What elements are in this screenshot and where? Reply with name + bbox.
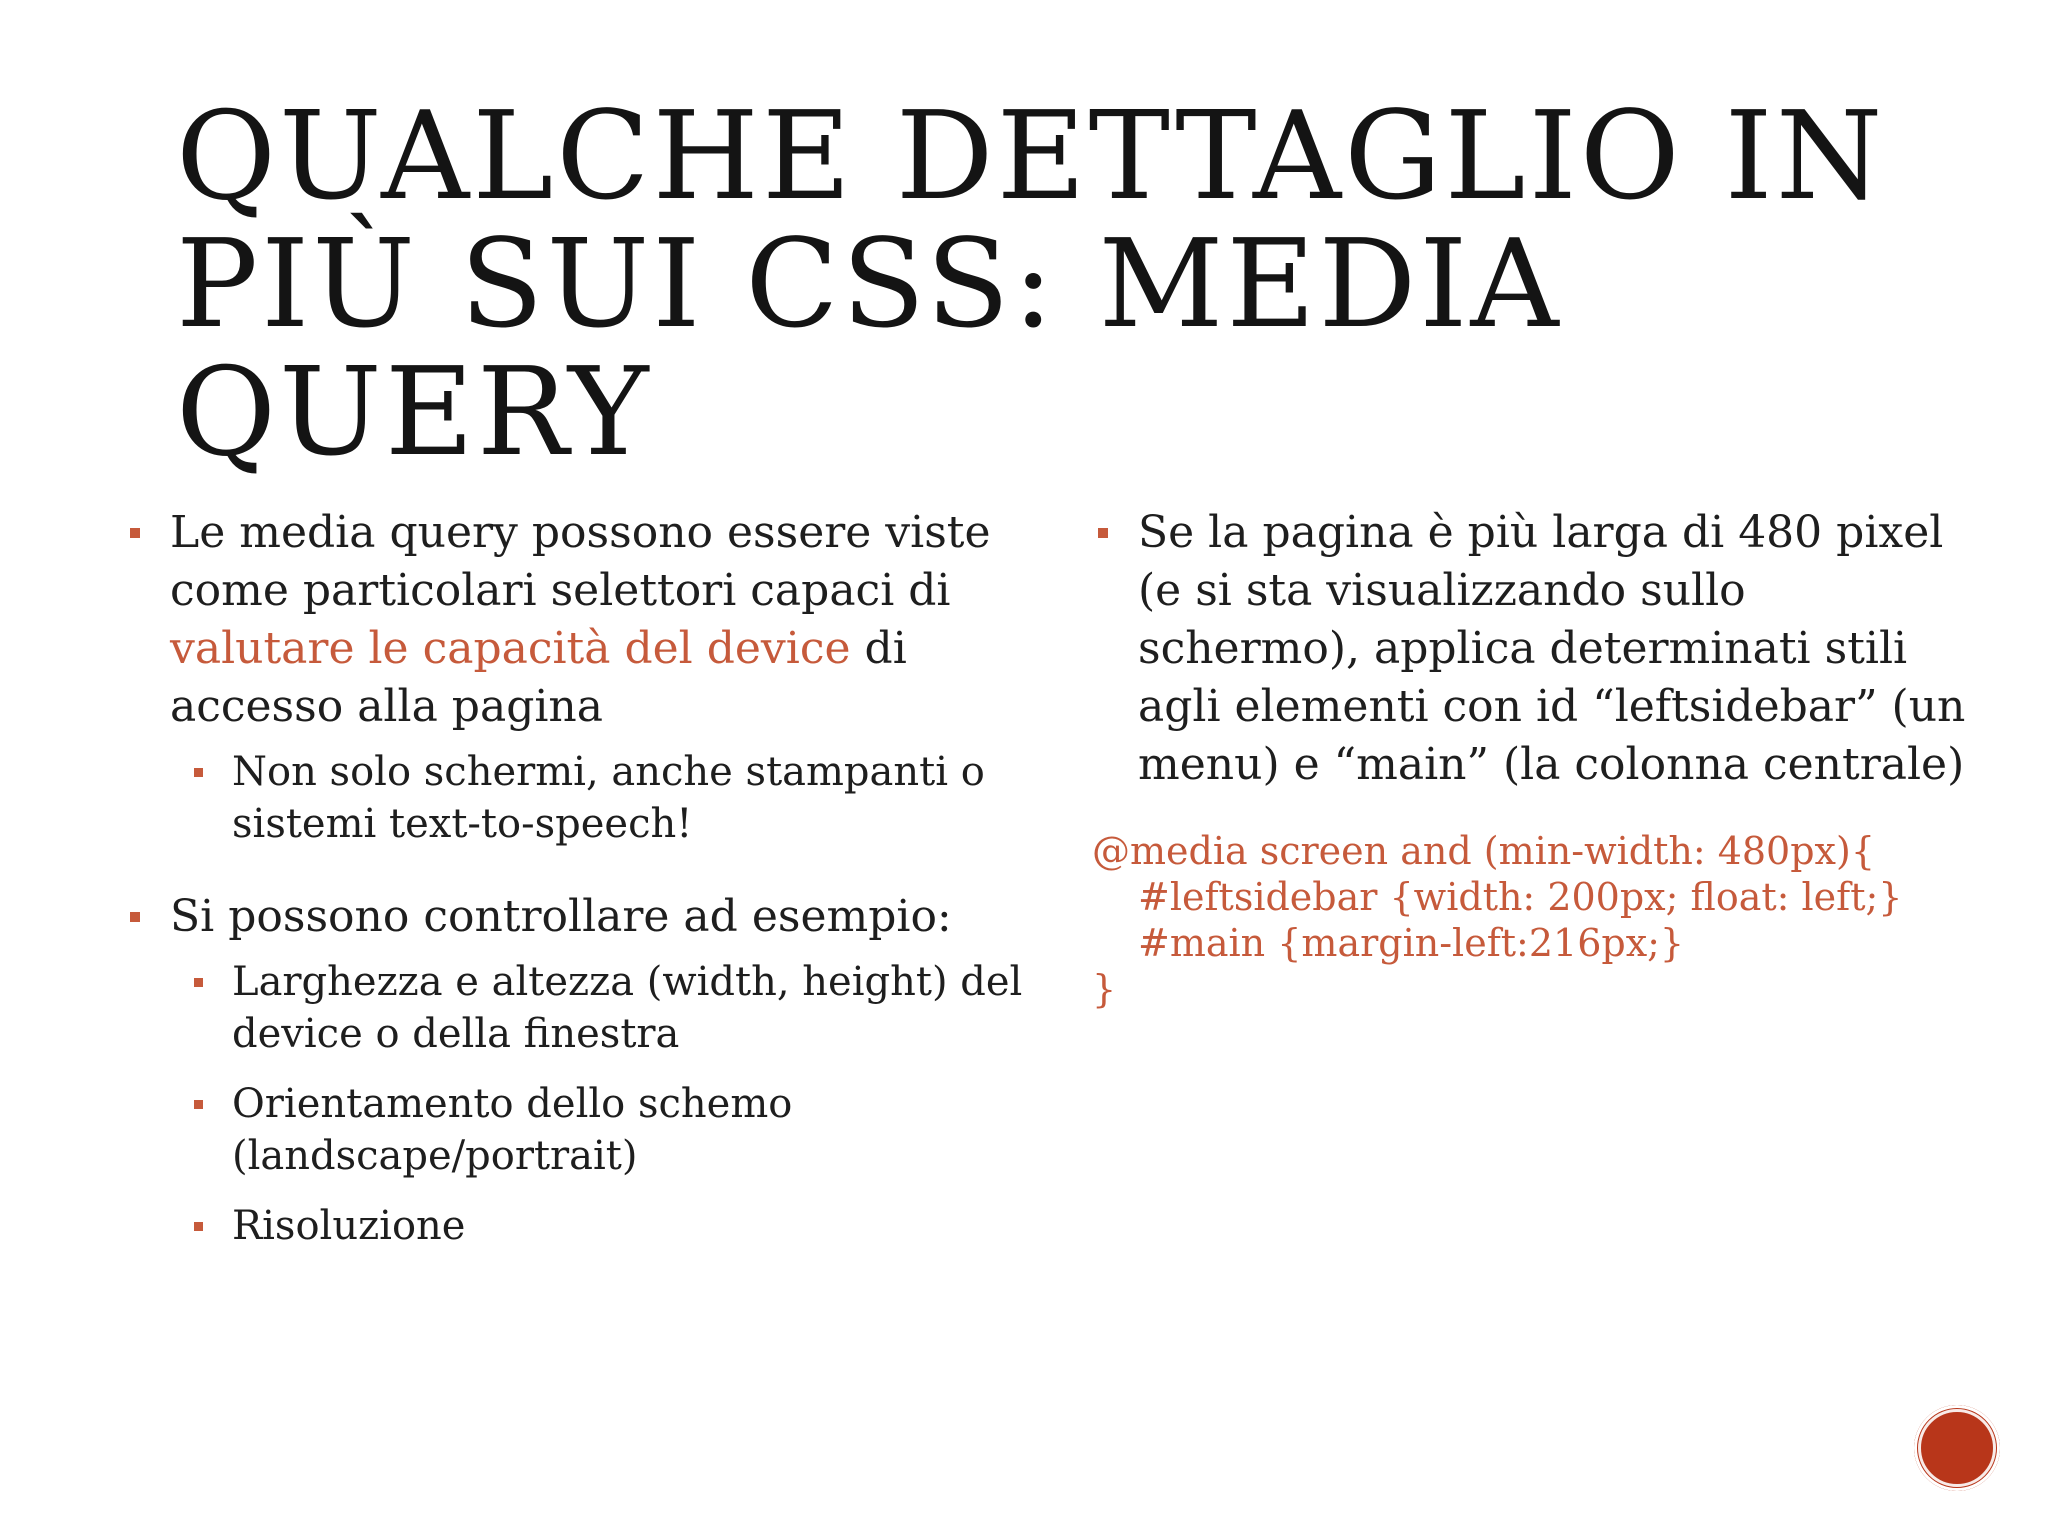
- bullet-text: Le media query possono essere viste come particolari selettori capaci di: [170, 507, 991, 616]
- square-bullet-icon: [194, 1222, 203, 1231]
- bullet-text-end: di accesso alla pagina: [170, 623, 907, 732]
- slide-title: [176, 85, 1886, 483]
- sub-bullet-item: [128, 956, 1028, 1060]
- left-bullet-list: [128, 504, 1028, 1252]
- sub-bullet-text: Orientamento dello schemo (landscape/portrait): [232, 1081, 793, 1179]
- square-bullet-icon: [130, 528, 140, 538]
- code-line: @media screen and (min-width: 480px){: [1092, 829, 1875, 873]
- bullet-item-example: [1096, 504, 1976, 794]
- square-bullet-icon: [130, 912, 140, 922]
- code-line: #main {margin-left:216px;}: [1138, 921, 1685, 965]
- bullet-item-controls: [128, 888, 1028, 1252]
- code-line: }: [1092, 967, 1117, 1011]
- highlight-text: valutare le capacità del device: [170, 623, 851, 674]
- sub-bullet-item: [128, 746, 1028, 850]
- sub-bullet-item: [128, 1078, 1028, 1182]
- sub-bullet-item: [128, 1200, 1028, 1252]
- bullet-text: Se la pagina è più larga di 480 pixel (e si sta visualizzando sullo schermo), applica determinati stili agli elementi con id “leftsidebar” (un menu) e “main” (la colonna centrale): [1138, 507, 1966, 790]
- sub-bullet-text: Larghezza e altezza (width, height) del device o della finestra: [232, 959, 1023, 1057]
- square-bullet-icon: [194, 768, 203, 777]
- square-bullet-icon: [194, 978, 203, 987]
- right-column: [1092, 504, 1976, 1012]
- title-line-3: QUERY: [176, 341, 652, 483]
- square-bullet-icon: [194, 1100, 203, 1109]
- bullet-item-media-query: [128, 504, 1028, 850]
- sub-bullet-text: Risoluzione: [232, 1203, 466, 1249]
- left-column: [128, 504, 1028, 1290]
- title-line-2: PIÙ SUI CSS: MEDIA: [176, 213, 1562, 355]
- sub-bullet-text: Non solo schermi, anche stampanti o sistemi text-to-speech!: [232, 749, 985, 847]
- square-bullet-icon: [1098, 528, 1108, 538]
- bullet-text: Si possono controllare ad esempio:: [170, 891, 952, 942]
- css-code-block: [1092, 828, 1976, 1012]
- code-line: #leftsidebar {width: 200px; float: left;}: [1138, 875, 1903, 919]
- title-line-1: QUALCHE DETTAGLIO IN: [176, 85, 1886, 227]
- next-slide-button[interactable]: [1914, 1405, 2000, 1491]
- sub-bullet-list: [170, 746, 1028, 850]
- right-bullet-list: [1096, 504, 1976, 794]
- sub-bullet-list: [170, 956, 1028, 1252]
